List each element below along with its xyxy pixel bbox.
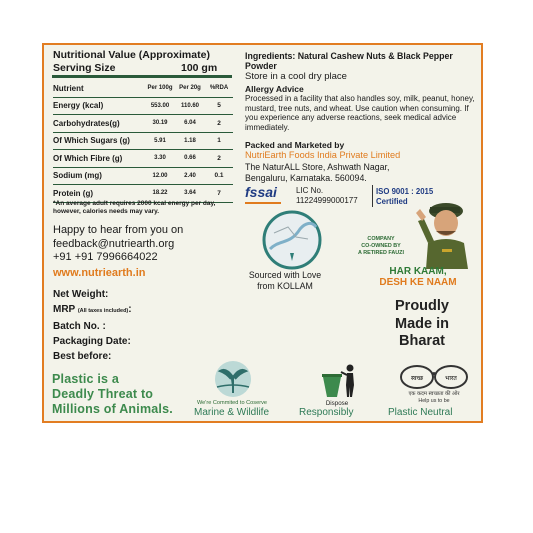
company-address: The NaturALL Store, Ashwath Nagar, Bengaluru, Karnataka. 560094.: [245, 162, 390, 183]
table-header-row: [53, 80, 233, 97]
product-fields: [53, 287, 132, 364]
net-weight-label: Net Weight:: [53, 289, 109, 300]
batch-label: Batch No. :: [53, 321, 106, 332]
per100-value: 3.30: [154, 155, 166, 162]
energy-footnote: *An average adult requires 2000 kcal energy per day, however, calories needs may vary.: [53, 200, 216, 215]
allergy-title: Allergy Advice: [245, 84, 304, 94]
ingredients-block: [245, 51, 483, 132]
header-per20: Per 20g: [179, 85, 201, 92]
mrp-note: (All taxes included): [77, 308, 129, 314]
nutrient-name: Protein (g): [53, 188, 93, 198]
neutral-caption: एक कदम स्वच्छता की ओर Help us to be: [408, 391, 460, 404]
serving-label: Serving Size: [53, 62, 116, 74]
header-per100: Per 100g: [147, 85, 173, 92]
nutrition-divider: [52, 75, 232, 78]
header-rda: %RDA: [209, 85, 229, 92]
website-link[interactable]: www.nutriearth.in: [53, 267, 146, 279]
table-row: [53, 150, 233, 168]
nutrient-name: Energy (kcal): [53, 101, 104, 111]
fssai-logo: fssai: [245, 184, 277, 200]
nutrient-name: Of Which Sugars (g): [53, 136, 130, 146]
per100-value: 18.22: [152, 190, 168, 197]
cert-divider: [372, 185, 373, 207]
nutrient-name: Of Which Fibre (g): [53, 153, 123, 163]
rda-value: 0.1: [214, 172, 224, 180]
swachh-bharat-glasses-icon: [399, 363, 469, 391]
nutrition-title: Nutritional Value (Approximate): [53, 49, 210, 61]
nutrient-name: Carbohydrates(g): [53, 118, 120, 128]
sourced-from: Sourced with Love from KOLLAM: [248, 270, 322, 291]
packaging-date-label: Packaging Date:: [53, 336, 131, 347]
contact-line: Happy to hear from you on: [53, 224, 184, 236]
table-row: [53, 97, 233, 115]
bharat-badge-text: भारत: [445, 375, 457, 382]
rda-value: 5: [217, 102, 221, 110]
marine-wildlife-text: Marine & Wildlife: [194, 407, 270, 418]
serving-value: 100 gm: [181, 62, 218, 74]
made-in-bharat: Proudly Made in Bharat: [395, 298, 449, 349]
header-nutrient: Nutrient: [53, 83, 84, 93]
contact-block: [53, 224, 183, 265]
co-owned-badge: COMPANY CO-OWNED BY A RETIRED FAUZI: [358, 236, 404, 256]
nutrient-name: Sodium (mg): [53, 171, 102, 181]
per100-value: 553.00: [150, 102, 170, 109]
per20-value: 3.64: [184, 190, 196, 197]
table-row: [53, 115, 233, 133]
table-row: [53, 167, 233, 185]
swachh-badge-text: स्वच्छ: [410, 375, 424, 382]
contact-email[interactable]: feedback@nutriearth.org: [53, 237, 175, 250]
per100-value: 30.19: [152, 120, 168, 127]
iso-certification: ISO 9001 : 2015 Certified: [376, 187, 434, 206]
slogan: HAR KAAM, DESH KE NAAM: [379, 266, 457, 288]
dispose-caption: Dispose: [325, 400, 349, 407]
license-info: LIC No. 11224999000177: [296, 186, 358, 205]
per20-value: 6.04: [184, 120, 196, 127]
mrp-label: MRP (All taxes included):: [53, 304, 132, 315]
product-label: [42, 43, 483, 423]
rda-value: 2: [217, 119, 221, 127]
best-before-label: Best before:: [53, 351, 112, 362]
dispose-bin-icon: [317, 363, 359, 399]
dispose-responsibly-text: Responsibly: [299, 407, 354, 418]
rda-value: 7: [217, 189, 221, 197]
soldier-illustration-icon: [414, 191, 483, 269]
kollam-map-icon: [260, 209, 324, 271]
packed-by-title: Packed and Marketed by: [245, 140, 345, 150]
plastic-warning: Plastic is a Deadly Threat to Millions of Animals.: [52, 372, 173, 416]
allergy-text: Processed in a facility that also handles soy, milk, peanut, honey, mustard, tree nuts, and wheat. Use caution when consuming. If you experience any adverse reactions, seek medical advice immediately.: [245, 94, 475, 132]
per100-value: 12.00: [152, 172, 168, 179]
rda-value: 2: [217, 154, 221, 162]
ingredients-line: Ingredients: Natural Cashew Nuts & Black Pepper Powder: [245, 51, 453, 71]
whale-tail-icon: [212, 359, 254, 399]
marine-caption: We're Commited to Coserve: [197, 400, 267, 406]
fssai-underline: [245, 202, 281, 204]
table-row: [53, 132, 233, 150]
contact-phone[interactable]: +91 +91 7996664022: [53, 251, 158, 263]
per20-value: 2.40: [184, 172, 196, 179]
storage-note: Store in a cool dry place: [245, 71, 347, 82]
rda-value: 1: [217, 137, 221, 145]
per20-value: 1.18: [184, 137, 196, 144]
serving-size: [53, 62, 231, 74]
per20-value: 0.66: [184, 155, 196, 162]
nutrition-table: [53, 80, 233, 203]
per100-value: 5.91: [154, 137, 166, 144]
per20-value: 110.60: [180, 102, 200, 109]
company-name: NutriEarth Foods India Private Limited: [245, 150, 401, 160]
plastic-neutral-text: Plastic Neutral: [388, 407, 453, 418]
